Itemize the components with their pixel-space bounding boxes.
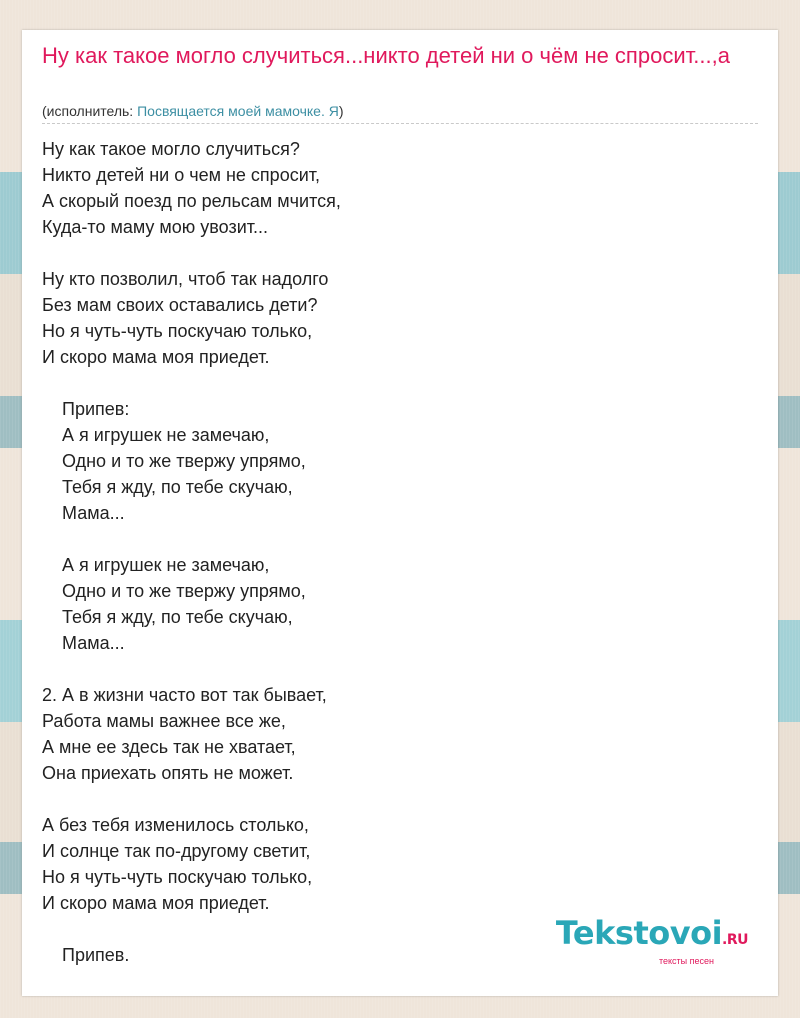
title-divider [42, 123, 758, 124]
lyrics-text: Ну как такое могло случиться? Никто детей ни о чем не спросит, А скорый поезд по рельсам мчится, Куда-то маму мою увозит... Ну кто позволил, чтоб так надолго Без мам своих оставались дети? Но я чуть-чуть поскучаю только, И скоро мама моя приедет. Припев: А я игрушек не замечаю, Одно и то же твержу упрямо, Тебя я жду, по тебе скучаю, Мама... А я игрушек не замечаю, Одно и то же твержу упрямо, Тебя я жду, по тебе скучаю, Мама... 2. А в жизни часто вот так бывает, Работа мамы важнее все же, А мне ее здесь так не хватает, Она приехать опять не может. А без тебя изменилось столько, И солнце так по-другому светит, Но я чуть-чуть поскучаю только, И скоро мама моя приедет. Припев. [42, 139, 341, 965]
artist-link[interactable]: Посвящается моей мамочке. Я [137, 103, 339, 119]
artist-line [42, 102, 344, 120]
logo-name: Tekstovoi [555, 914, 723, 952]
logo-wordmark [555, 914, 748, 956]
lyrics-card [22, 30, 778, 996]
logo-tagline: тексты песен [658, 956, 714, 966]
logo-domain: .RU [722, 932, 748, 948]
artist-prefix: (исполнитель: [42, 103, 138, 119]
artist-suffix: ) [338, 103, 344, 119]
site-logo[interactable] [555, 914, 748, 966]
song-title: Ну как такое могло случиться...никто детей ни о чём не спросит...,а [42, 43, 730, 68]
